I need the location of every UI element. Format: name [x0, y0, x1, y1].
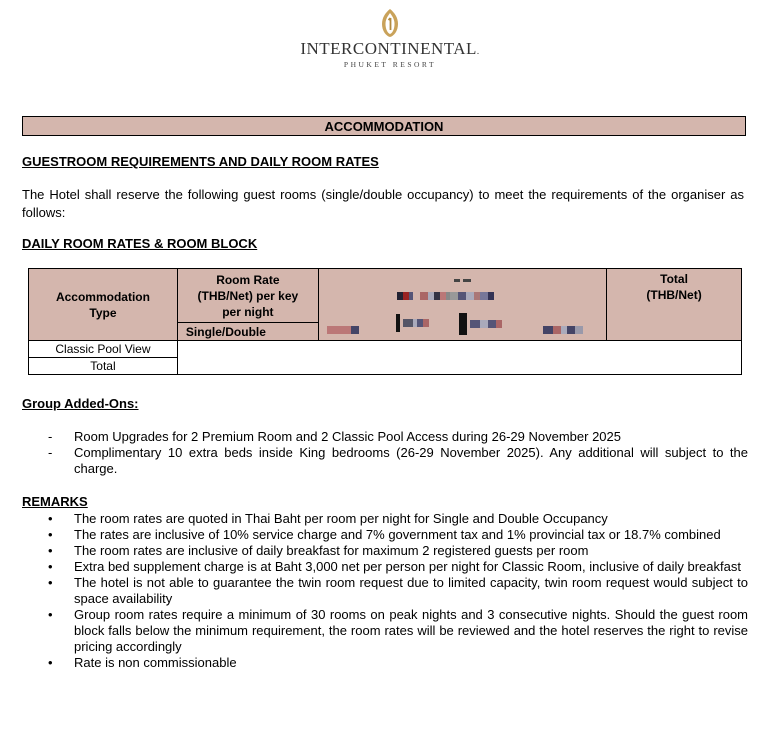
- cell-empty: [318, 358, 388, 375]
- list-item: • The room rates are quoted in Thai Baht per room per night for Single and Double Occupancy: [48, 511, 608, 526]
- list-item: • The rates are inclusive of 10% service charge and 7% government tax and 1% provincial tax or 18.7% combined: [48, 527, 721, 542]
- bullet-marker: •: [48, 527, 53, 542]
- cell-empty: [177, 341, 318, 358]
- row-classic-pool-view: Classic Pool View: [29, 341, 178, 358]
- redacted-block: [543, 322, 583, 336]
- redacted-block: [459, 313, 502, 335]
- cell-empty: [607, 358, 742, 375]
- list-item: • Extra bed supplement charge is at Baht 3,000 net per person per night for Classic Room, inclusive of daily breakfast: [48, 559, 741, 574]
- cell-empty: [607, 341, 742, 358]
- header-single-double: Single/Double: [177, 323, 318, 341]
- list-item: • The room rates are inclusive of daily breakfast for maximum 2 registered guests per room: [48, 543, 589, 558]
- bullet-marker: •: [48, 511, 53, 526]
- remarks-title: REMARKS: [22, 494, 88, 509]
- cell-empty: [533, 358, 607, 375]
- cell-empty: [458, 358, 533, 375]
- dash-marker: -: [48, 429, 53, 444]
- header-total: Total (THB/Net): [607, 269, 742, 341]
- room-rates-table: [28, 268, 742, 375]
- cell-empty: [533, 341, 607, 358]
- cell-empty: [388, 358, 458, 375]
- hotel-logo: [300, 8, 480, 78]
- section-rates-title: DAILY ROOM RATES & ROOM BLOCK: [22, 236, 258, 251]
- brand-name: INTERCONTINENTAL.: [300, 39, 480, 58]
- section-guestroom-title: GUESTROOM REQUIREMENTS AND DAILY ROOM RATES: [22, 154, 379, 169]
- cell-empty: [318, 341, 388, 358]
- redacted-block: [396, 314, 429, 332]
- bullet-marker: •: [48, 655, 53, 670]
- cell-empty: [388, 341, 458, 358]
- bullet-marker: •: [48, 543, 53, 558]
- brand-subtitle: PHUKET RESORT: [343, 60, 437, 69]
- redacted-block: [397, 288, 494, 302]
- header-room-rate: Room Rate (THB/Net) per key per night: [177, 269, 318, 323]
- bullet-marker: •: [48, 575, 53, 590]
- header-dates-redacted: [318, 269, 606, 341]
- redacted-block: [327, 322, 359, 336]
- accommodation-banner: ACCOMMODATION: [22, 116, 746, 136]
- bullet-marker: •: [48, 559, 53, 574]
- intro-paragraph: The Hotel shall reserve the following guest rooms (single/double occupancy) to meet the requirements of the organiser as follows:: [22, 187, 744, 220]
- addons-list: [22, 429, 748, 477]
- cell-empty: [458, 341, 533, 358]
- redacted-block: [454, 273, 471, 287]
- bullet-marker: •: [48, 607, 53, 622]
- dash-marker: -: [48, 445, 53, 460]
- list-item: - Room Upgrades for 2 Premium Room and 2 Classic Pool Access during 26-29 November 2025: [48, 429, 621, 444]
- remarks-list: [22, 511, 748, 671]
- cell-empty: [177, 358, 318, 375]
- addons-title: Group Added-Ons:: [22, 396, 139, 411]
- list-item: • The hotel is not able to guarantee the twin room request due to limited capacity, twin room request would subject to space availability: [48, 575, 748, 606]
- list-item: • Group room rates require a minimum of 30 rooms on peak nights and 3 consecutive nights. Should the guest room block falls below the minimum requirement, the room rates will be reviewed and the hotel reserves the right to revise pricing accordingly: [48, 607, 748, 654]
- header-accommodation-type: Accommodation Type: [29, 269, 178, 341]
- intercontinental-emblem-icon: [378, 8, 402, 38]
- list-item: • Rate is non commissionable: [48, 655, 237, 670]
- row-total: Total: [29, 358, 178, 375]
- list-item: - Complimentary 10 extra beds inside King bedrooms (26-29 November 2025). Any additional will subject to the charge.: [48, 445, 748, 476]
